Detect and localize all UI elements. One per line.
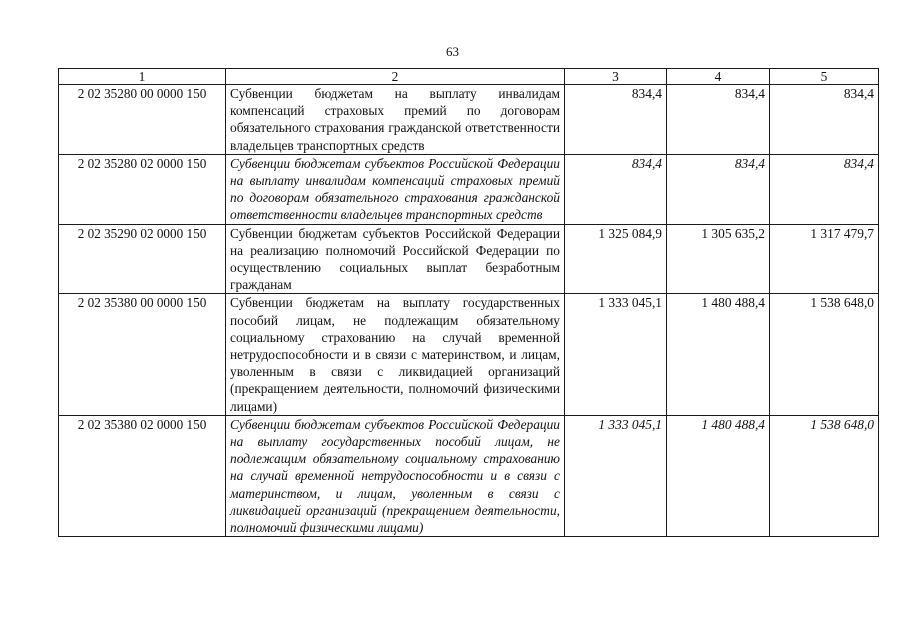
- value-cell: 834,4: [770, 85, 879, 155]
- budget-code: 2 02 35290 02 0000 150: [59, 224, 226, 294]
- page-number: 63: [446, 44, 459, 59]
- value-cell: 834,4: [667, 154, 770, 224]
- value-cell: 1 538 648,0: [770, 294, 879, 415]
- table-row: [59, 154, 879, 224]
- value-cell: 1 317 479,7: [770, 224, 879, 294]
- table-row: [59, 85, 879, 155]
- row-description: Субвенции бюджетам субъектов Российской Федерации на выплату инвалидам компенсаций страховых премий по договорам обязательного страхования гражданской ответственности владельцев транспортных средств: [226, 154, 565, 224]
- budget-code: 2 02 35280 00 0000 150: [59, 85, 226, 155]
- budget-code: 2 02 35380 00 0000 150: [59, 294, 226, 415]
- value-cell: 1 480 488,4: [667, 294, 770, 415]
- budget-code: 2 02 35280 02 0000 150: [59, 154, 226, 224]
- column-header: 1: [59, 69, 226, 85]
- table-header-row: [59, 69, 879, 85]
- column-header: 4: [667, 69, 770, 85]
- budget-table: [58, 68, 879, 537]
- budget-code: 2 02 35380 02 0000 150: [59, 415, 226, 536]
- value-cell: 834,4: [565, 85, 667, 155]
- row-description: Субвенции бюджетам субъектов Российской Федерации на выплату государственных пособий лицам, не подлежащим обязательному социальному страхованию на случай временной нетрудоспособности и в связи с материнством, и лицам, уволенным в связи с ликвидацией организаций (прекращением деятельности, полномочий физическими лицами): [226, 415, 565, 536]
- table-row: [59, 415, 879, 536]
- value-cell: 834,4: [770, 154, 879, 224]
- value-cell: 834,4: [667, 85, 770, 155]
- column-header: 2: [226, 69, 565, 85]
- column-header: 5: [770, 69, 879, 85]
- value-cell: 1 325 084,9: [565, 224, 667, 294]
- table-row: [59, 224, 879, 294]
- row-description: Субвенции бюджетам на выплату государственных пособий лицам, не подлежащим обязательному социальному страхованию на случай временной нетрудоспособности и в связи с материнством, и лицам, уволенным в связи с ликвидацией организаций (прекращением деятельности, полномочий физическими лицами): [226, 294, 565, 415]
- row-description: Субвенции бюджетам на выплату инвалидам компенсаций страховых премий по договорам обязательного страхования гражданской ответственности владельцев транспортных средств: [226, 85, 565, 155]
- value-cell: 1 305 635,2: [667, 224, 770, 294]
- value-cell: 1 333 045,1: [565, 415, 667, 536]
- value-cell: 1 333 045,1: [565, 294, 667, 415]
- column-header: 3: [565, 69, 667, 85]
- table-row: [59, 294, 879, 415]
- value-cell: 1 480 488,4: [667, 415, 770, 536]
- value-cell: 834,4: [565, 154, 667, 224]
- value-cell: 1 538 648,0: [770, 415, 879, 536]
- row-description: Субвенции бюджетам субъектов Российской Федерации на реализацию полномочий Российской Федерации по осуществлению социальных выплат безработным гражданам: [226, 224, 565, 294]
